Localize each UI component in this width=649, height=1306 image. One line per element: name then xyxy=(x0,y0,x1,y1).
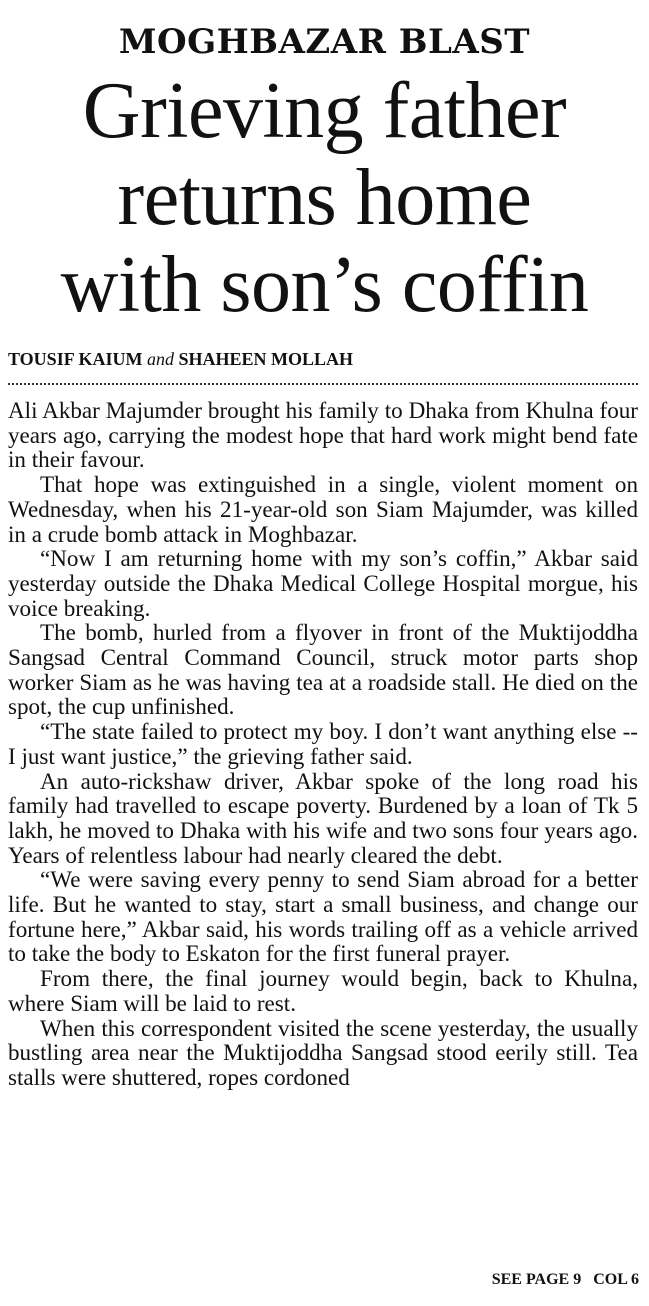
paragraph: An auto-rickshaw driver, Akbar spoke of the long road his family had travelled to escape poverty. Burdened by a loan of Tk 5 lakh, he moved to Dhaka with his wife and two sons four years ago. Years of relentless labour had nearly cleared the debt. xyxy=(8,767,638,868)
paragraph: That hope was extinguished in a single, violent moment on Wednesday, when his 21-year-old son Siam Majumder, was killed in a crude bomb attack in Moghbazar. xyxy=(8,471,638,547)
paragraph: “The state failed to protect my boy. I don’t want anything else -- I just want justice,” the grieving father said. xyxy=(8,718,638,769)
dotted-divider xyxy=(8,383,638,385)
headline-line: Grieving father xyxy=(82,67,567,155)
paragraph: The bomb, hurled from a flyover in front of the Muktijoddha Sangsad Central Command Council, struck motor parts shop worker Siam as he was having tea at a roadside stall. He died on the spot, the cup unfinished. xyxy=(8,619,638,720)
headline xyxy=(0,68,649,329)
headline-line: with son’s coffin xyxy=(60,241,589,329)
article-body xyxy=(8,398,638,1090)
paragraph: “We were saving every penny to send Siam abroad for a better life. But he wanted to stay, start a small business, and change our fortune here,” Akbar said, his words trailing off as a vehicle arrived to take the body to Eskaton for the first funeral prayer. xyxy=(8,866,638,967)
byline-connector: and xyxy=(147,349,175,369)
kicker: MOGHBAZAR BLAST xyxy=(118,22,531,62)
paragraph: Ali Akbar Majumder brought his family to Dhaka from Khulna four years ago, carrying the modest hope that hard work might bend fate in their favour. xyxy=(8,397,638,473)
author-name: TOUSIF KAIUM xyxy=(8,349,143,369)
continuation-jump xyxy=(492,1269,639,1291)
jump-column: COL 6 xyxy=(593,1271,639,1288)
paragraph: “Now I am returning home with my son’s coffin,” Akbar said yesterday outside the Dhaka Medical College Hospital morgue, his voice breaking. xyxy=(8,545,638,621)
headline-line: returns home xyxy=(117,154,532,242)
paragraph: When this correspondent visited the scene yesterday, the usually bustling area near the Muktijoddha Sangsad stood eerily still. Tea stalls were shuttered, ropes cordoned xyxy=(8,1014,638,1090)
paragraph: From there, the final journey would begin, back to Khulna, where Siam will be laid to rest. xyxy=(8,965,638,1016)
jump-page: SEE PAGE 9 xyxy=(491,1271,582,1288)
author-name: SHAHEEN MOLLAH xyxy=(178,349,354,369)
byline xyxy=(8,347,638,371)
